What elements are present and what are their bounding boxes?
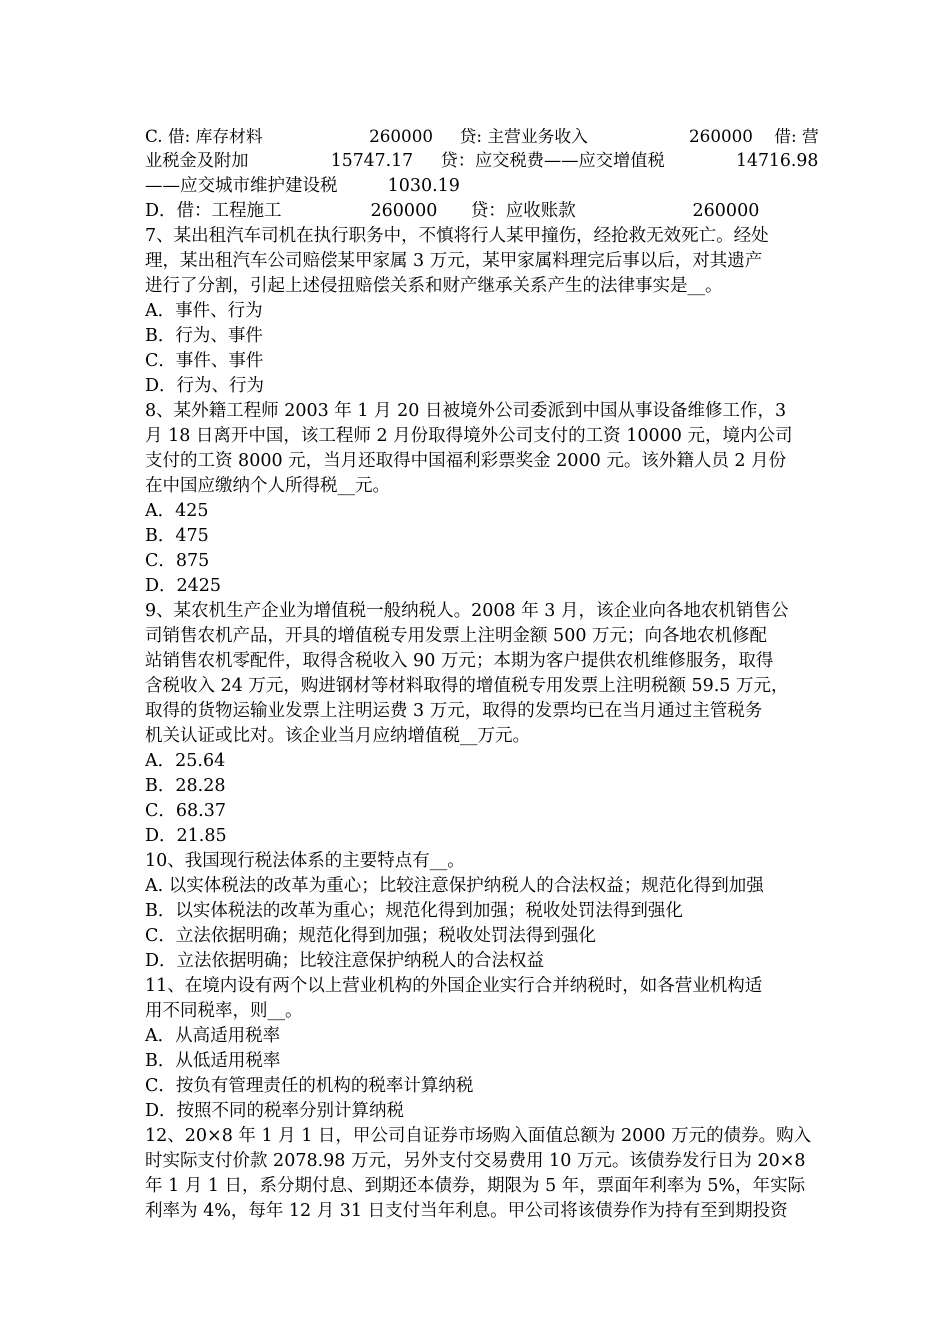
text-line: 月 18 日离开中国，该工程师 2 月份取得境外公司支付的工资 10000 元，境内公司 bbox=[145, 426, 793, 446]
text-line: 业税金及附加 15747.17 贷：应交税费——应交增值税 14716.98 bbox=[145, 151, 819, 171]
text-line: C. 借: 库存材料 260000 贷: 主营业务收入 260000 借: 营 bbox=[145, 126, 819, 146]
text-line: 用不同税率，则__。 bbox=[145, 1001, 303, 1021]
text-line: C．按负有管理责任的机构的税率计算纳税 bbox=[145, 1076, 474, 1096]
text-line: 理，某出租汽车公司赔偿某甲家属 3 万元，某甲家属料理完后事以后，对其遗产 bbox=[145, 251, 763, 271]
text-line: 含税收入 24 万元，购进钢材等材料取得的增值税专用发票上注明税额 59.5 万元， bbox=[145, 676, 789, 696]
text-line: 时实际支付价款 2078.98 万元，另外支付交易费用 10 万元。该债券发行日为 20×8 bbox=[145, 1151, 806, 1171]
text-line: D．立法依据明确；比较注意保护纳税人的合法权益 bbox=[145, 951, 545, 971]
text-line: 7、某出租汽车司机在执行职务中，不慎将行人某甲撞伤，经抢救无效死亡。经处 bbox=[145, 226, 769, 246]
text-line: D．2425 bbox=[145, 576, 222, 596]
text-line: 在中国应缴纳个人所得税__元。 bbox=[145, 476, 390, 496]
text-line: 进行了分割，引起上述侵扭赔偿关系和财产继承关系产生的法律事实是__。 bbox=[145, 276, 723, 296]
text-line: 年 1 月 1 日，系分期付息、到期还本债券，期限为 5 年，票面年利率为 5%，年实际 bbox=[145, 1176, 806, 1196]
text-line: B．行为、事件 bbox=[145, 326, 263, 346]
text-line: 站销售农机零配件，取得含税收入 90 万元；本期为客户提供农机维修服务，取得 bbox=[145, 651, 774, 671]
text-line: B．28.28 bbox=[145, 776, 226, 796]
text-line: 11、在境内设有两个以上营业机构的外国企业实行合并纳税时，如各营业机构适 bbox=[145, 976, 763, 996]
text-line: 司销售农机产品，开具的增值税专用发票上注明金额 500 万元；向各地农机修配 bbox=[145, 626, 768, 646]
text-line: ——应交城市维护建设税 1030.19 bbox=[145, 176, 460, 196]
text-line: 12、20×8 年 1 月 1 日，甲公司自证券市场购入面值总额为 2000 万元的债券。购入 bbox=[145, 1126, 812, 1146]
text-line: C．事件、事件 bbox=[145, 351, 264, 371]
text-line: B．从低适用税率 bbox=[145, 1051, 281, 1071]
text-line: 取得的货物运输业发票上注明运费 3 万元，取得的发票均已在当月通过主管税务 bbox=[145, 701, 763, 721]
text-line: 利率为 4%，每年 12 月 31 日支付当年利息。甲公司将该债券作为持有至到期投资 bbox=[145, 1201, 788, 1221]
text-line: D．行为、行为 bbox=[145, 376, 265, 396]
text-line: C．875 bbox=[145, 551, 210, 571]
text-line: A．事件、行为 bbox=[145, 301, 263, 321]
text-line: 10、我国现行税法体系的主要特点有__。 bbox=[145, 851, 465, 871]
text-line: A. 以实体税法的改革为重心；比较注意保护纳税人的合法权益；规范化得到加强 bbox=[145, 876, 764, 896]
text-line: 支付的工资 8000 元，当月还取得中国福利彩票奖金 2000 元。该外籍人员 2 月份 bbox=[145, 451, 787, 471]
text-line: D．按照不同的税率分别计算纳税 bbox=[145, 1101, 405, 1121]
text-line: A．425 bbox=[145, 501, 209, 521]
text-line: D．借：工程施工 260000 贷：应收账款 260000 bbox=[145, 201, 760, 221]
text-line: 机关认证或比对。该企业当月应纳增值税__万元。 bbox=[145, 726, 530, 746]
text-line: D．21.85 bbox=[145, 826, 227, 846]
text-line: B．以实体税法的改革为重心；规范化得到加强；税收处罚法得到强化 bbox=[145, 901, 683, 921]
text-line: A．25.64 bbox=[145, 751, 226, 771]
text-line: C．立法依据明确；规范化得到加强；税收处罚法得到强化 bbox=[145, 926, 596, 946]
text-line: A．从高适用税率 bbox=[145, 1026, 281, 1046]
document-page bbox=[145, 124, 820, 1224]
text-line: C．68.37 bbox=[145, 801, 226, 821]
text-line: 9、某农机生产企业为增值税一般纳税人。2008 年 3 月，该企业向各地农机销售公 bbox=[145, 601, 789, 621]
text-line: B．475 bbox=[145, 526, 209, 546]
text-line: 8、某外籍工程师 2003 年 1 月 20 日被境外公司委派到中国从事设备维修工作，3 bbox=[145, 401, 787, 421]
